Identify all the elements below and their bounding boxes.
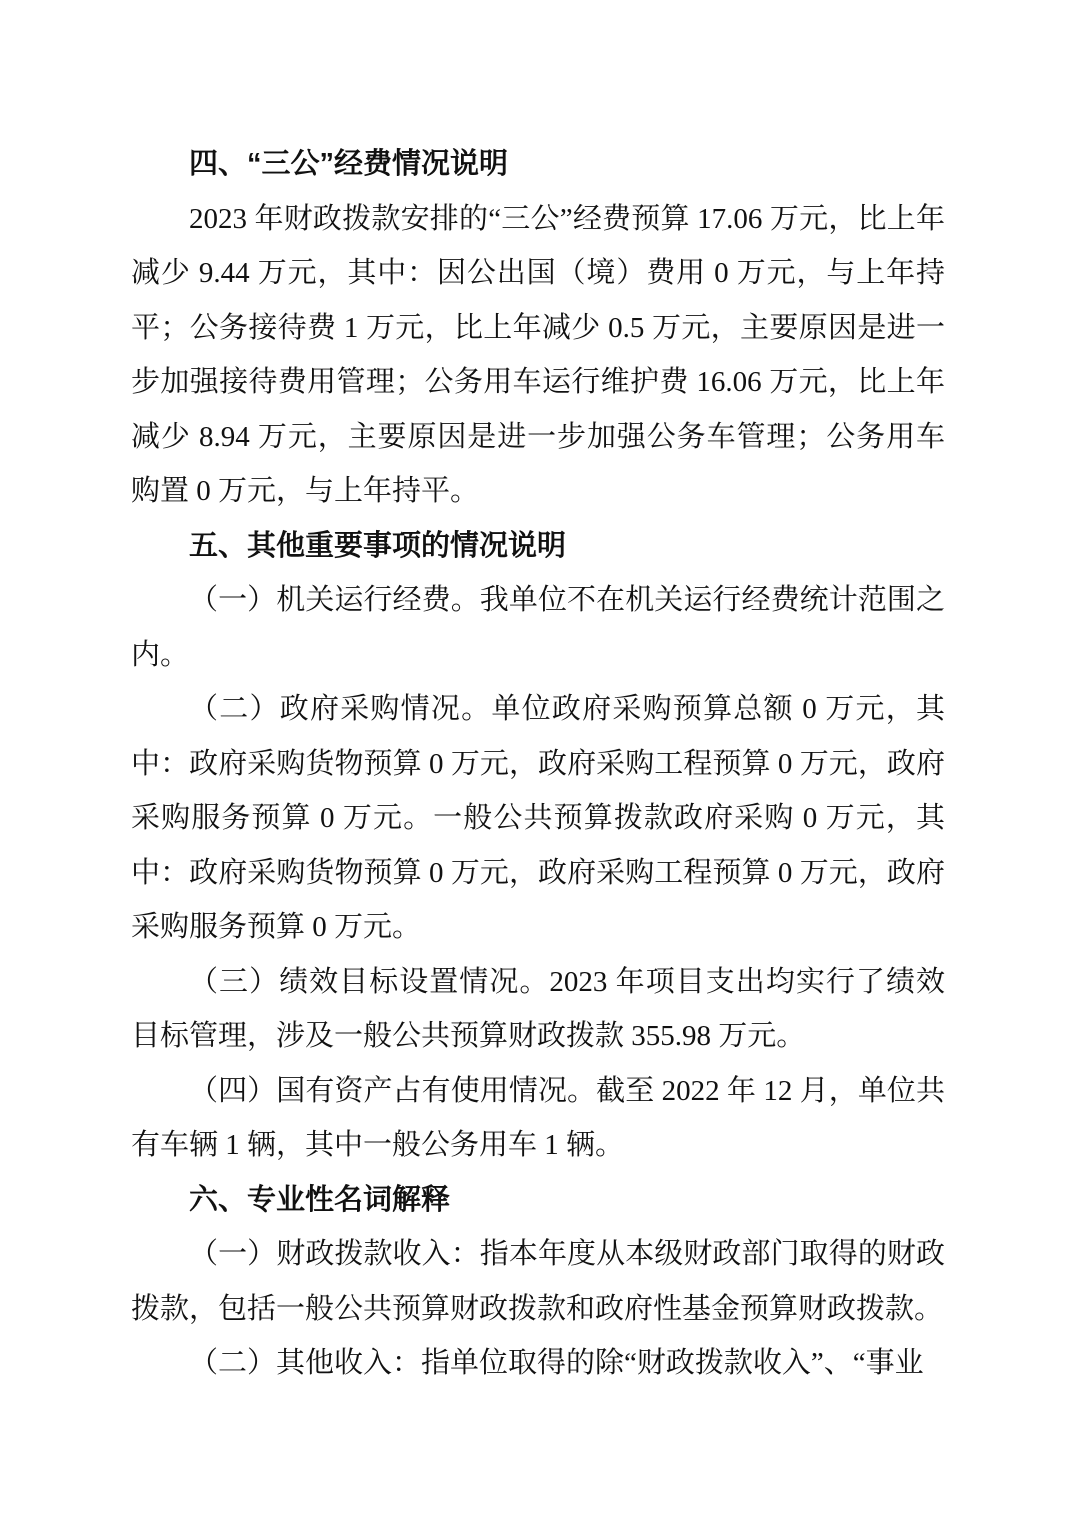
section-heading-other-important-matters: 五、其他重要事项的情况说明 (189, 529, 567, 562)
body-paragraph-other-income: （二）其他收入：指单位取得的除“财政拨款收入”、“事业 (189, 1347, 924, 1379)
body-paragraph-performance-targets: （三）绩效目标设置情况。2023 年项目支出均实行了绩效目标管理，涉及一般公共预算财政拨款 355.98 万元。 (131, 965, 945, 1052)
body-paragraph-government-procurement: （二）政府采购情况。单位政府采购预算总额 0 万元，其中：政府采购货物预算 0 万元，政府采购工程预算 0 万元，政府采购服务预算 0 万元。一般公共预算拨款政府采购 0 万元，其中：政府采购货物预算 0 万元，政府采购工程预算 0 万元，政府采购服务预算 0 万元。 (131, 693, 945, 943)
body-paragraph-fiscal-appropriation-income: （一）财政拨款收入：指本年度从本级财政部门取得的财政拨款，包括一般公共预算财政拨款和政府性基金预算财政拨款。 (131, 1238, 945, 1325)
body-paragraph-operating-funds: （一）机关运行经费。我单位不在机关运行经费统计范围之内。 (131, 584, 945, 671)
body-paragraph-state-assets: （四）国有资产占有使用情况。截至 2022 年 12 月，单位共有车辆 1 辆，其中一般公务用车 1 辆。 (131, 1074, 945, 1161)
section-heading-terminology: 六、专业性名词解释 (189, 1183, 451, 1216)
section-heading-three-public-funds: 四、“三公”经费情况说明 (189, 148, 509, 180)
body-paragraph-three-public-funds: 2023 年财政拨款安排的“三公”经费预算 17.06 万元，比上年减少 9.44 万元，其中：因公出国（境）费用 0 万元，与上年持平；公务接待费 1 万元，比上年减少 0.5 万元，主要原因是进一步加强接待费用管理；公务用车运行维护费 16.06 万元，比上年减少 8.94 万元，主要原因是进一步加强公务车管理；公务用车购置 0 万元，与上年持平。 (131, 202, 945, 507)
